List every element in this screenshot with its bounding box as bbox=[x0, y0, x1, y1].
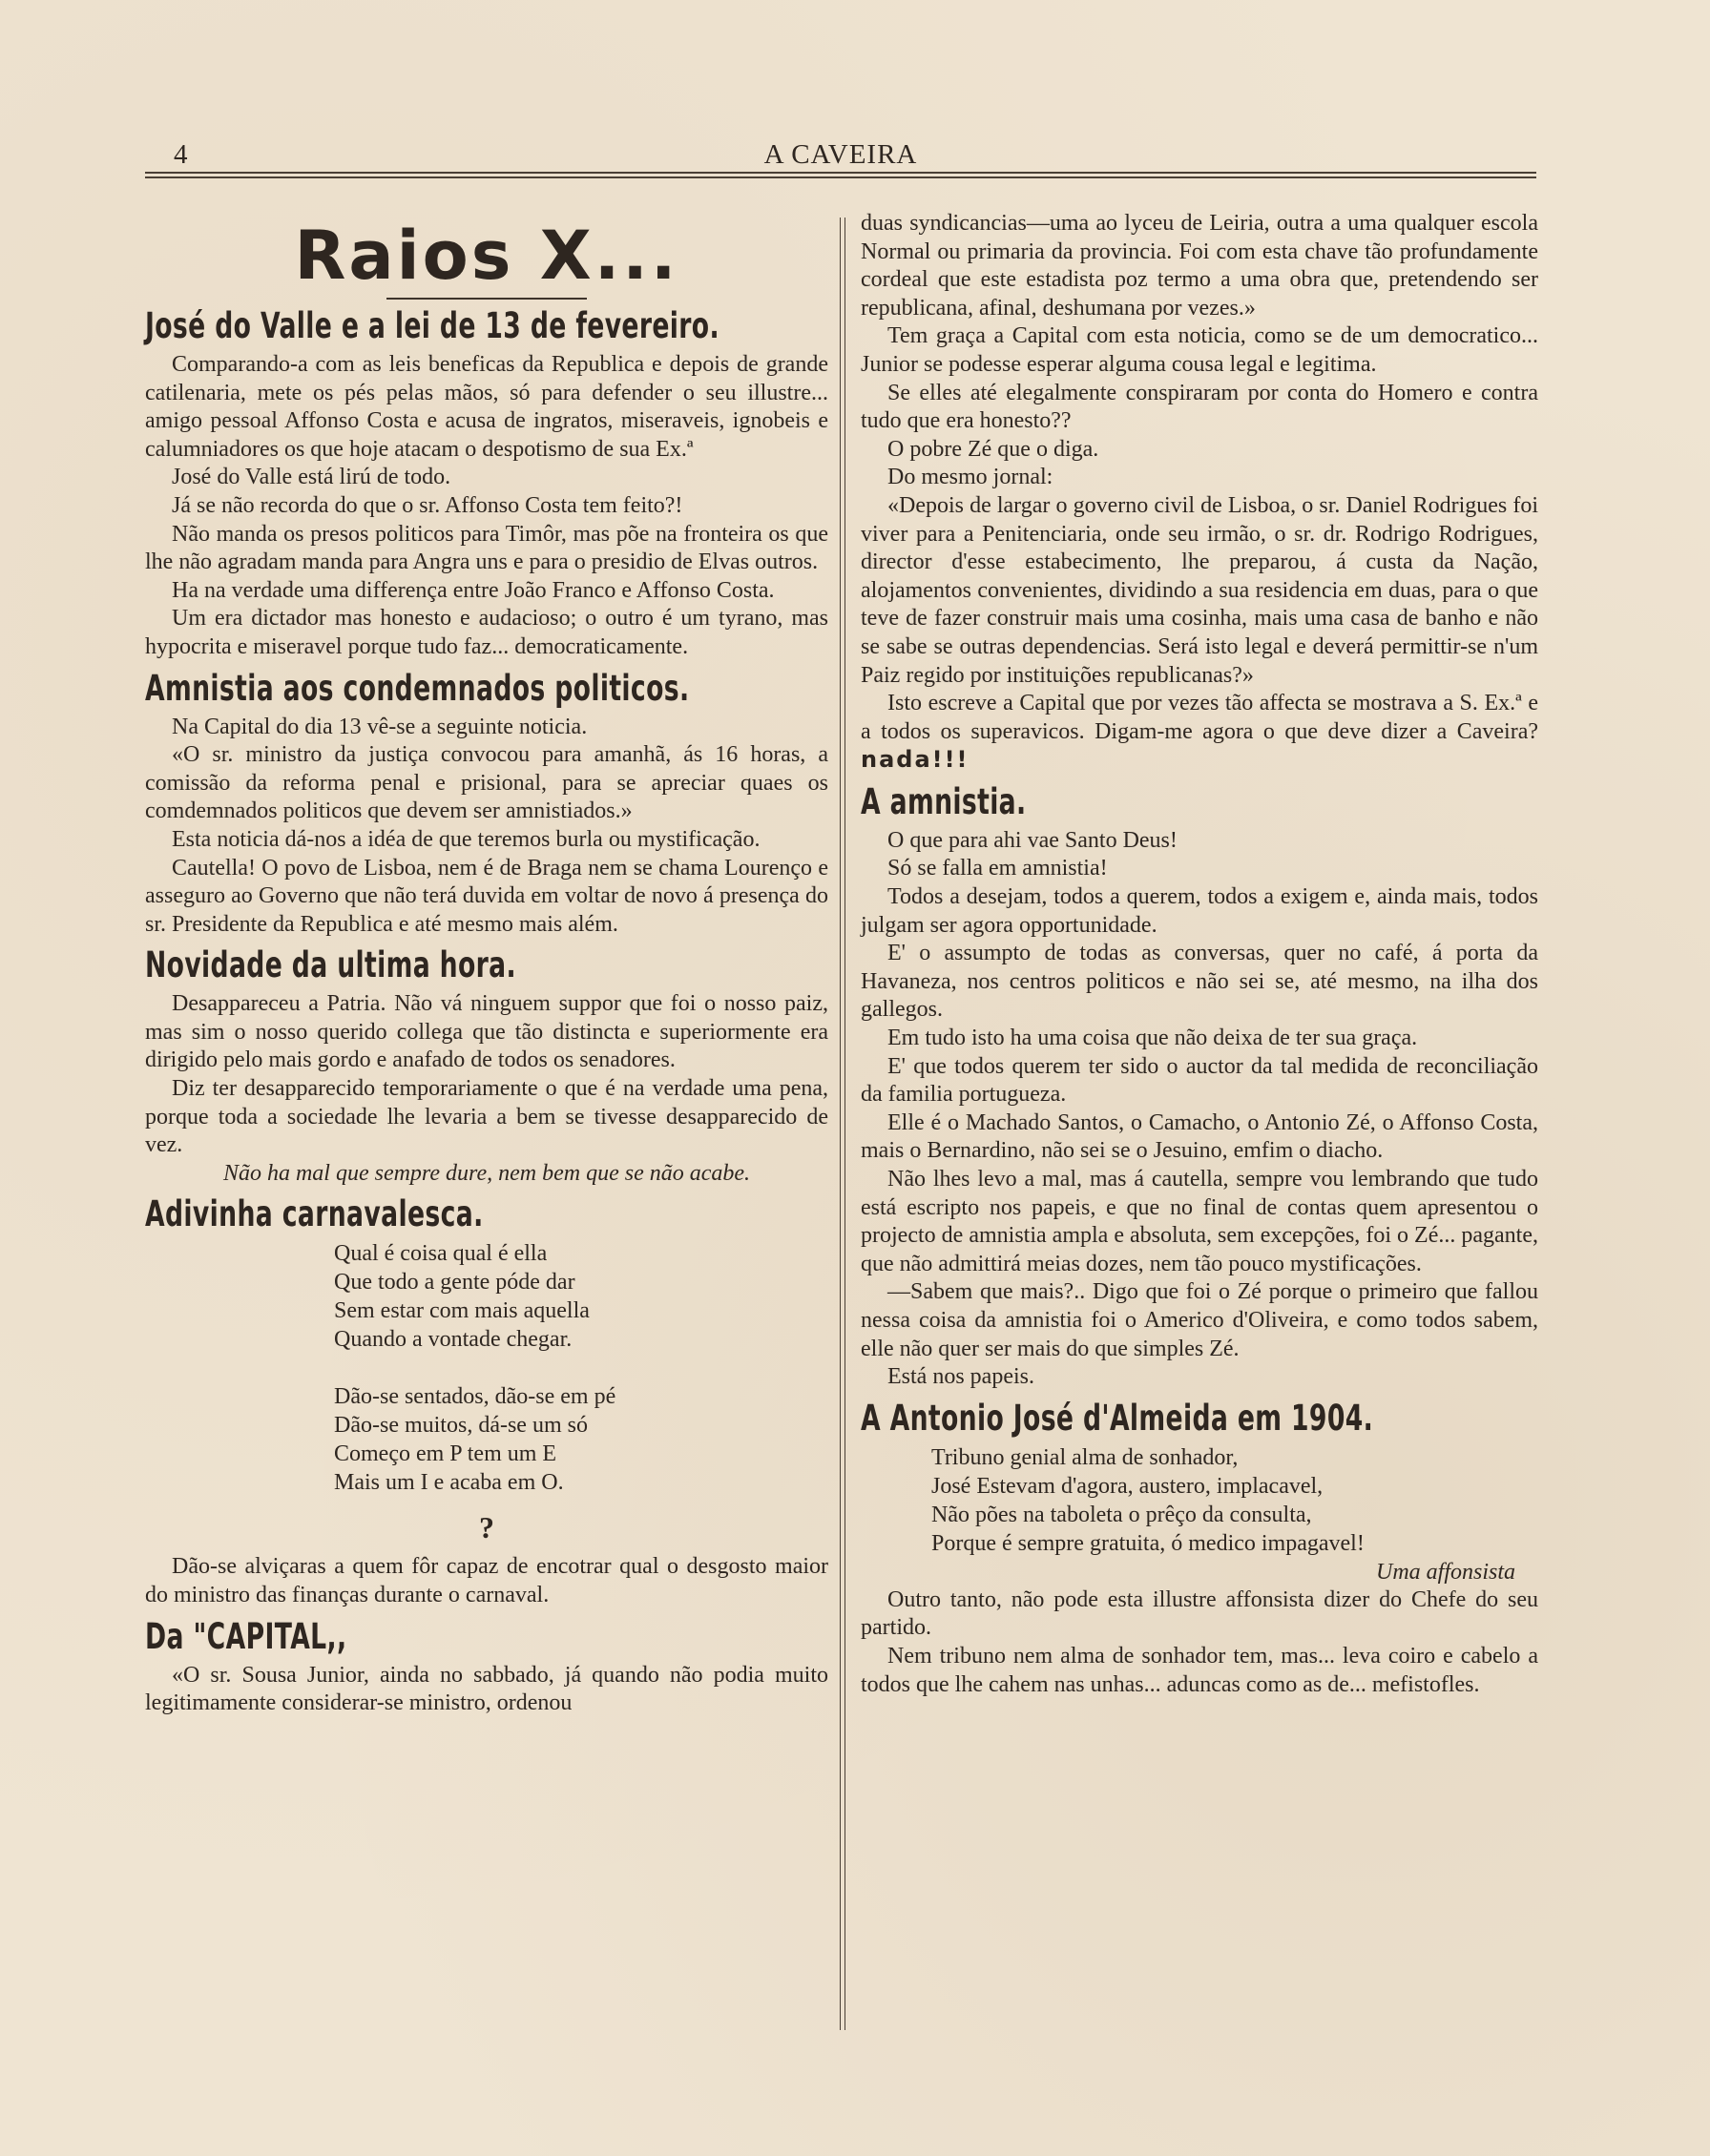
verse-line: Começo em P tem um E bbox=[334, 1441, 557, 1467]
verse-line: Não pões na taboleta o prêço da consulta, bbox=[931, 1502, 1312, 1527]
header-rule-top bbox=[145, 172, 1536, 174]
question-mark: ? bbox=[479, 1510, 494, 1545]
paragraph: duas syndicancias—uma ao lyceu de Leiria, outra a uma qualquer escola Normal ou primaria da provincia. Foi com esta chave tão profundamente cordeal que este estadista poz termo a uma obra que, pretendendo ser republicana, afinal, deshumana por vezes.» bbox=[861, 211, 1538, 321]
paragraph: Um era dictador mas honesto e audacioso; o outro é um tyrano, mas hypocrita e miseravel porque tudo faz... democraticamente. bbox=[145, 606, 828, 659]
verse-line: José Estevam d'agora, austero, implacavel, bbox=[931, 1473, 1324, 1499]
article-heading: Adivinha carnavalesca. bbox=[145, 1193, 484, 1235]
paragraph: E' que todos querem ter sido o auctor da tal medida de reconciliação da familia portugueza. bbox=[861, 1053, 1538, 1108]
paragraph: Cautella! O povo de Lisboa, nem é de Braga nem se chama Lourenço e asseguro ao Governo que não terá duvida em voltar de novo á presença do sr. Presidente da Republica e até mesmo mais além. bbox=[145, 855, 828, 937]
title-rule bbox=[386, 298, 587, 300]
paragraph: Na Capital do dia 13 vê-se a seguinte noticia. bbox=[172, 714, 588, 739]
paragraph: Ha na verdade uma differença entre João Franco e Affonso Costa. bbox=[172, 577, 775, 603]
article-heading: Amnistia aos condemnados politicos. bbox=[145, 667, 690, 709]
paragraph: —Sabem que mais?.. Digo que foi o Zé porque o primeiro que fallou nessa coisa da amnistia foi o Americo d'Oliveira, e como todos sabem, elle não quer ser mais do que simples Zé. bbox=[861, 1279, 1538, 1361]
header-rule-bottom bbox=[145, 176, 1536, 178]
paragraph: Já se não recorda do que o sr. Affonso Costa tem feito?! bbox=[172, 492, 683, 518]
paragraph: Comparando-a com as leis beneficas da Republica e depois de grande catilenaria, mete os pés pelas mãos, só para defender o seu illustre... amigo pessoal Affonso Costa e acusa de ingratos, miseraveis, ignobeis e calumniadores os que hoje atacam o despotismo de sua Ex.ª bbox=[145, 352, 828, 462]
paragraph: Tem graça a Capital com esta noticia, como se de um democratico... Junior se podesse esperar alguma cousa legal e legitima. bbox=[861, 323, 1538, 377]
paragraph: Diz ter desapparecido temporariamente o que é na verdade uma pena, porque toda a sociedade lhe levaria a bem se tivesse desapparecido de vez. bbox=[145, 1076, 828, 1158]
column-divider-left bbox=[840, 218, 841, 2030]
article-heading: Da "CAPITAL,, bbox=[145, 1615, 347, 1657]
paragraph: O que para ahi vae Santo Deus! bbox=[887, 827, 1178, 853]
paragraph: Não lhes levo a mal, mas á cautella, sempre vou lembrando que tudo está escripto nos papeis, e que no final de contas quem apresentou o projecto de amnistia ampla e absoluta, sem excepções, foi o Zé... pagante, que não admittirá meias dozes, nem tão pouco mystificações. bbox=[861, 1167, 1538, 1276]
signature: Uma affonsista bbox=[1375, 1559, 1515, 1585]
paragraph: Em tudo isto ha uma coisa que não deixa de ter sua graça. bbox=[887, 1026, 1418, 1051]
verse-line: Que todo a gente póde dar bbox=[334, 1270, 575, 1296]
paragraph: Do mesmo jornal: bbox=[887, 465, 1053, 490]
verse-line: Dão-se sentados, dão-se em pé bbox=[334, 1384, 616, 1410]
paragraph: Nem tribuno nem alma de sonhador tem, mas... leva coiro e cabelo a todos que lhe cahem nas unhas... aduncas como as de... mefistofles. bbox=[861, 1643, 1538, 1697]
verse-line: Quando a vontade chegar. bbox=[334, 1327, 573, 1353]
paragraph-text: Isto escreve a Capital que por vezes tão affecta se mostrava a S. Ex.ª e a todos os superavicos. Digam-me agora o que deve dizer a Caveira? bbox=[861, 691, 1538, 744]
article-heading: José do Valle e a lei de 13 de fevereiro. bbox=[145, 305, 719, 346]
paragraph: Não manda os presos politicos para Timôr, mas põe na fronteira os que lhe não agradam manda para Angra uns e para o presidio de Elvas outros. bbox=[145, 521, 828, 575]
masthead-title: A CAVEIRA bbox=[763, 139, 918, 170]
paragraph: «O sr. Sousa Junior, ainda no sabbado, já quando não podia muito legitimamente considerar-se ministro, ordenou bbox=[145, 1662, 828, 1716]
paragraph: Todos a desejam, todos a querem, todos a exigem e, ainda mais, todos julgam ser agora opportunidade. bbox=[861, 884, 1538, 938]
paragraph: Dão-se alviçaras a quem fôr capaz de encotrar qual o desgosto maior do ministro das finanças durante o carnaval. bbox=[145, 1554, 828, 1608]
paragraph: Elle é o Machado Santos, o Camacho, o Antonio Zé, o Affonso Costa, mais o Bernardino, não sei se o Jesuino, emfim o diacho. bbox=[861, 1109, 1538, 1164]
verse-line: Porque é sempre gratuita, ó medico impagavel! bbox=[931, 1530, 1365, 1556]
verse-line: Tribuno genial alma de sonhador, bbox=[931, 1444, 1239, 1470]
paragraph: «Depois de largar o governo civil de Lisboa, o sr. Daniel Rodrigues foi viver para a Penitenciaria, onde seu irmão, o sr. dr. Rodrigo Rodrigues, director d'esse estabecimento, lhe preparou, á custa da Nação, alojamentos convenientes, dividindo a sua residencia em duas, para o que teve de fazer construir mais uma cosinha, mais uma casa de banho e não se sabe se outras dependencias. Será isto legal e deverá permittir-se n'um Paiz regido por instituições republicanas?» bbox=[861, 492, 1538, 688]
paragraph bbox=[861, 690, 1538, 776]
verse-line: Mais um I e acaba em O. bbox=[334, 1470, 564, 1496]
section-title: Raios X... bbox=[294, 217, 679, 295]
paragraph: O pobre Zé que o diga. bbox=[887, 436, 1099, 462]
paragraph: Está nos papeis. bbox=[887, 1364, 1034, 1390]
paragraph: Esta noticia dá-nos a idéa de que teremos burla ou mystificação. bbox=[172, 826, 761, 852]
verse-line: Dão-se muitos, dá-se um só bbox=[334, 1413, 588, 1439]
paragraph: E' o assumpto de todas as conversas, quer no café, á porta da Havaneza, nos centros politicos e não sei se, até mesmo, na ilha dos gallegos. bbox=[861, 941, 1538, 1023]
paragraph: José do Valle está lirú de todo. bbox=[172, 465, 451, 490]
verse-gap bbox=[145, 1354, 828, 1382]
proverb-line: Não ha mal que sempre dure, nem bem que se não acabe. bbox=[222, 1160, 751, 1186]
verse-line: Sem estar com mais aquella bbox=[334, 1298, 590, 1324]
paragraph: Desappareceu a Patria. Não vá ninguem suppor que foi o nosso paiz, mas sim o nosso querido collega que tão distincta e superiormente era dirigido pelo mais gordo e anafado de todos os senadores. bbox=[145, 991, 828, 1073]
paragraph: Outro tanto, não pode esta illustre affonsista dizer do Chefe do seu partido. bbox=[861, 1586, 1538, 1641]
paragraph: Só se falla em amnistia! bbox=[887, 856, 1108, 881]
right-column bbox=[861, 210, 1538, 1699]
page-number: 4 bbox=[174, 139, 188, 170]
paragraph: «O sr. ministro da justiça convocou para amanhã, ás 16 horas, a comissão da reforma penal e prisional, para se apreciar quaes os comdemnados politicos que devem ser amnistiados.» bbox=[145, 742, 828, 824]
verse-line: Qual é coisa qual é ella bbox=[334, 1241, 548, 1267]
article-heading: A amnistia. bbox=[861, 780, 1027, 822]
article-heading: A Antonio José d'Almeida em 1904. bbox=[861, 1397, 1374, 1439]
emphasis-nada: nada!!! bbox=[861, 746, 970, 774]
paragraph: Se elles até elegalmente conspiraram por conta do Homero e contra tudo que era honesto?? bbox=[861, 380, 1538, 434]
article-heading: Novidade da ultima hora. bbox=[145, 944, 516, 986]
left-column bbox=[145, 210, 828, 1718]
